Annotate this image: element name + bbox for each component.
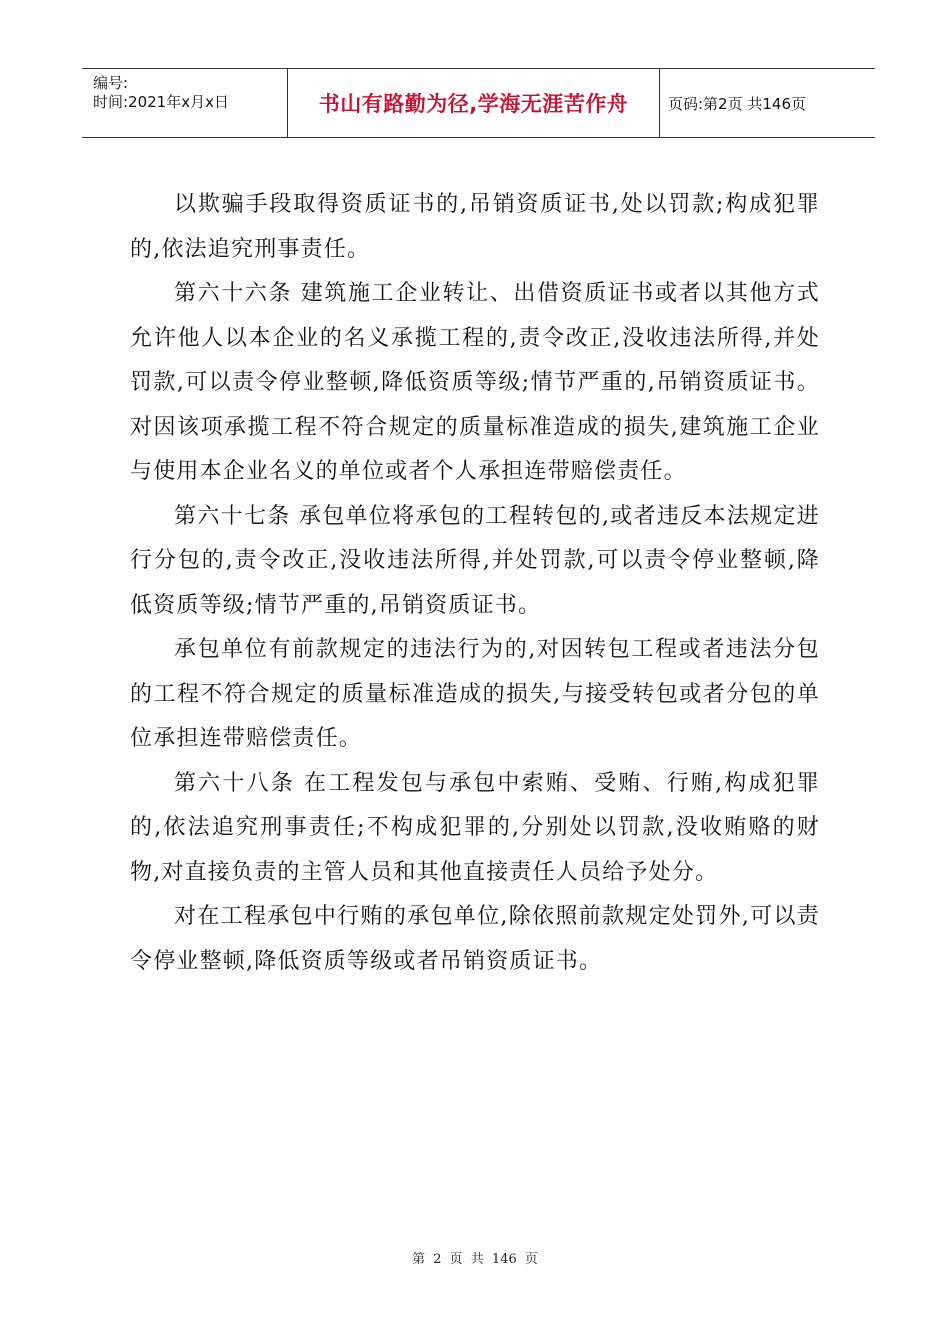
document-number-label: 编号: [93,74,129,92]
page-header [82,68,875,138]
paragraph: 对在工程承包中行贿的承包单位,除依照前款规定处罚外,可以责令停业整顿,降低资质等级或者吊销资质证书。 [130,904,820,974]
page-footer: 第 2 页 共 146 页 [412,1252,538,1267]
paragraph: 第六十六条 建筑施工企业转让、出借资质证书或者以其他方式允许他人以本企业的名义承揽工程的,责令改正,没收违法所得,并处罚款,可以责令停业整顿,降低资质等级;情节严重的,吊销资质证书。对因该项承揽工程不符合规定的质量标准造成的损失,建筑施工企业与使用本企业名义的单位或者个人承担连带赔偿责任。 [130,281,820,484]
paragraph: 以欺骗手段取得资质证书的,吊销资质证书,处以罚款;构成犯罪的,依法追究刑事责任。 [130,192,820,262]
paragraph: 第六十八条 在工程发包与承包中索贿、受贿、行贿,构成犯罪的,依法追究刑事责任;不构成犯罪的,分别处以罚款,没收贿赂的财物,对直接负责的主管人员和其他直接责任人员给予处分。 [130,770,820,885]
header-motto-cell [287,69,660,137]
document-time-label: 时间:2021年x月x日 [93,93,229,111]
header-meta [82,69,287,137]
paragraph: 承包单位有前款规定的违法行为的,对因转包工程或者违法分包的工程不符合规定的质量标准造成的损失,与接受转包或者分包的单位承担连带赔偿责任。 [130,637,820,751]
header-page-cell [660,69,875,137]
document-body [130,183,820,984]
header-page-number: 页码:第2页 共146页 [668,94,806,113]
paragraph: 第六十七条 承包单位将承包的工程转包的,或者违反本法规定进行分包的,责令改正,没收违法所得,并处罚款,可以责令停业整顿,降低资质等级;情节严重的,吊销资质证书。 [130,503,820,618]
header-motto: 书山有路勤为径,学海无涯苦作舟 [318,92,629,116]
